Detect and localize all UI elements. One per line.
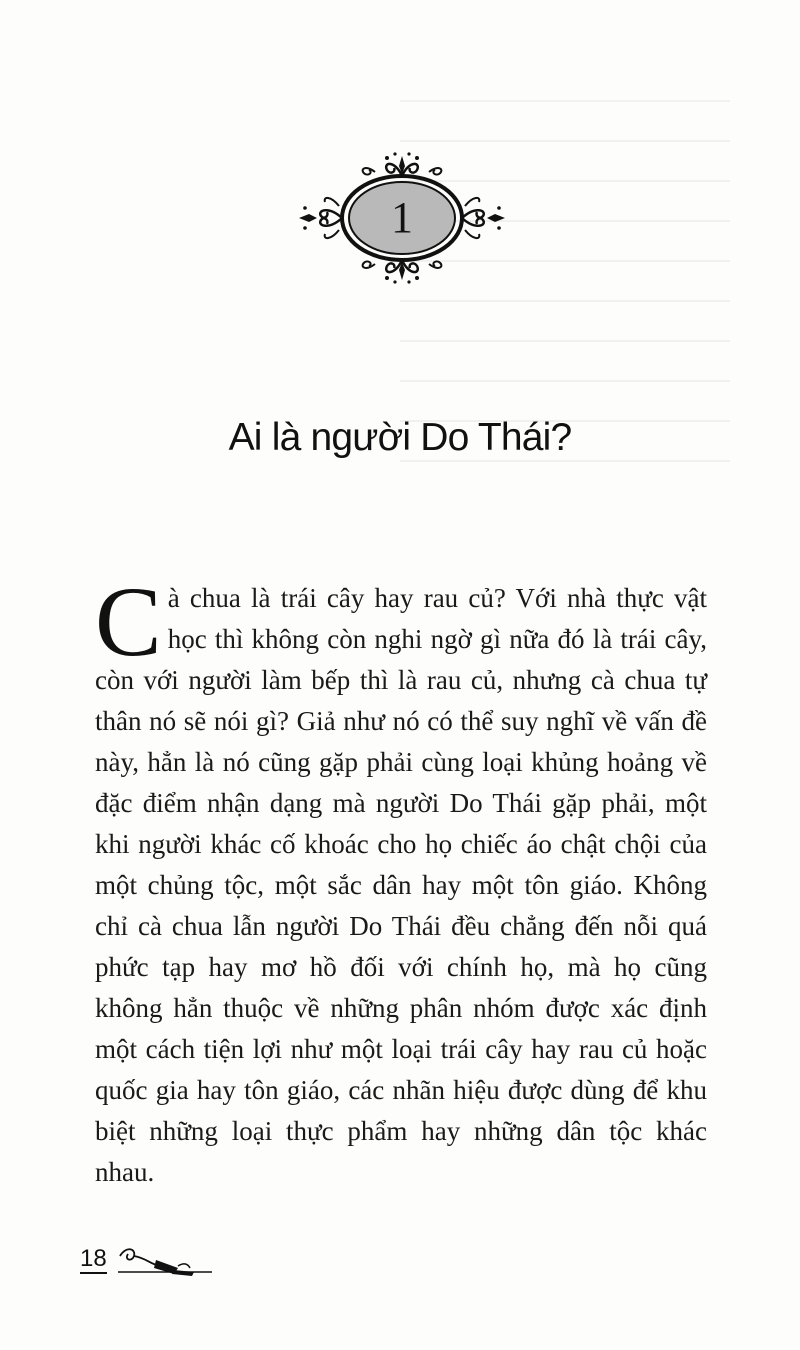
chapter-number: 1 [391, 193, 413, 242]
page-number: 18 [80, 1245, 107, 1272]
drop-cap: C [95, 566, 162, 677]
body-text: à chua là trái cây hay rau củ? Với nhà thực vật học thì không còn nghi ngờ gì nữa đó là trái cây, còn với người làm bếp thì là rau củ, nhưng cà chua tự thân nó sẽ nói gì? Giả như nó có thể suy nghĩ về vấn đề này, hẳn là nó cũng gặp phải cùng loại khủng hoảng về đặc điểm nhận dạng mà người Do Thái gặp phải, một khi người khác cố khoác cho họ chiếc áo chật chội của một chủng tộc, một sắc dân hay một tôn giáo. Không chỉ cà chua lẫn người Do Thái đều chẳng đến nỗi quá phức tạp hay mơ hồ đối với chính họ, mà họ cũng không hẳn thuộc về những phân nhóm được xác định một cách tiện lợi như một loại trái cây hay rau củ hoặc quốc gia hay tôn giáo, các nhãn hiệu được dùng để khu biệt những loại thực phẩm hay những dân tộc khác nhau. [95, 583, 707, 1187]
scroll-quill-icon [116, 1242, 216, 1282]
body-paragraph [95, 566, 707, 1193]
chapter-title: Ai là người Do Thái? [228, 416, 572, 459]
